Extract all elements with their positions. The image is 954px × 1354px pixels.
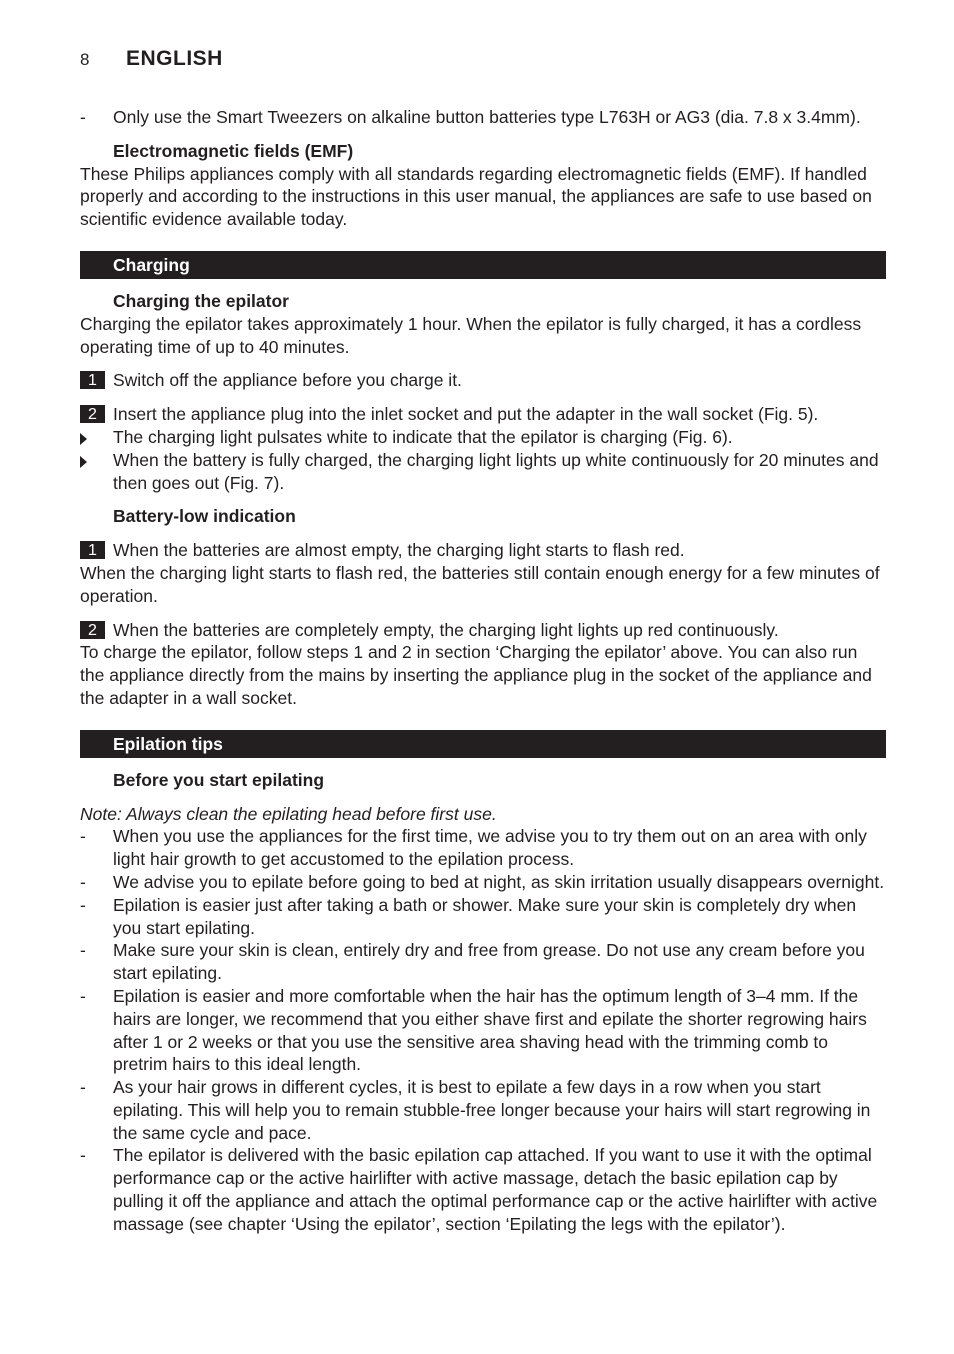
list-item-text: When you use the appliances for the first time, we advise you to try them out on an area with only light hair growth to get accustomed to the epilation process.: [113, 826, 867, 870]
charging-epilator-text: Charging the epilator takes approximately 1 hour. When the epilator is fully charged, it has a cordless operating time of up to 40 minutes.: [80, 313, 862, 357]
list-item: [80, 106, 886, 129]
step-text: When the batteries are almost empty, the charging light starts to flash red.: [113, 540, 685, 561]
page-number: 8: [80, 50, 90, 69]
dash-bullet: -: [80, 894, 86, 915]
emf-text: These Philips appliances comply with all standards regarding electromagnetic fields (EMF). If handled properly and according to the instructions in this user manual, the appliances are safe to use based on scientific evidence available today.: [80, 163, 872, 230]
step-item: [80, 403, 886, 426]
dash-bullet: -: [80, 871, 86, 892]
battery-empty-text: To charge the epilator, follow steps 1 and 2 in section ‘Charging the epilator’ above. You can also run the appliance directly from the mains by inserting the appliance plug in the socket of the appliance and the adapter in a wall socket.: [80, 642, 872, 708]
dash-bullet: -: [80, 107, 86, 127]
dash-bullet: -: [80, 985, 86, 1006]
battery-low-heading: Battery-low indication: [113, 506, 296, 527]
step-text: When the batteries are completely empty, the charging light lights up red continuously.: [113, 619, 779, 640]
step-number-badge: 1: [80, 371, 105, 389]
dash-bullet: -: [80, 1077, 86, 1098]
battery-low-text: When the charging light starts to flash red, the batteries still contain enough energy for a few minutes of operation.: [80, 562, 880, 606]
step-text: Insert the appliance plug into the inlet socket and put the adapter in the wall socket (Fig. 5).: [113, 404, 819, 425]
list-item-text: Only use the Smart Tweezers on alkaline button batteries type L763H or AG3 (dia. 7.8 x 3.4mm).: [113, 107, 861, 127]
step-text: Switch off the appliance before you charge it.: [113, 370, 462, 391]
triangle-bullet-icon: [80, 433, 87, 445]
step-item: [80, 369, 886, 392]
list-item: [80, 939, 886, 985]
list-item-text: Make sure your skin is clean, entirely dry and free from grease. Do not use any cream before you start epilating.: [113, 940, 865, 984]
step-number-badge: 2: [80, 621, 105, 639]
section-bar-epilation-tips: Epilation tips: [80, 730, 886, 758]
dash-bullet: -: [80, 940, 86, 961]
list-item: [80, 825, 886, 871]
list-item-text: As your hair grows in different cycles, it is best to epilate a few days in a row when you start epilating. This will help you to remain stubble-free longer because your hairs will start regrowing in the same cycle and pace.: [113, 1077, 871, 1143]
list-item: [80, 894, 886, 940]
page-content: [80, 106, 886, 1236]
list-item: [80, 985, 886, 1076]
emf-heading: Electromagnetic fields (EMF): [113, 140, 354, 161]
page-header: [80, 47, 223, 75]
triangle-bullet-icon: [80, 456, 87, 468]
step-number-badge: 2: [80, 405, 105, 423]
list-item: [80, 1144, 886, 1235]
list-item-text: The epilator is delivered with the basic epilation cap attached. If you want to use it with the optimal performance cap or the active hairlifter with active massage, detach the basic epilation cap by pulling it off the appliance and attach the optimal performance cap or the active hairlifter with active massage (see chapter ‘Using the epilator’, section ‘Epilating the legs with the epilator’).: [113, 1145, 878, 1234]
list-item: [80, 1076, 886, 1144]
result-item: [80, 426, 886, 449]
list-item-text: We advise you to epilate before going to bed at night, as skin irritation usually disappears overnight.: [113, 871, 885, 892]
language-label: ENGLISH: [126, 47, 223, 70]
result-item: [80, 449, 886, 495]
list-item: [80, 871, 886, 894]
step-item: [80, 619, 886, 642]
before-epilating-heading: Before you start epilating: [113, 769, 325, 790]
result-text: The charging light pulsates white to indicate that the epilator is charging (Fig. 6).: [113, 426, 733, 447]
charging-epilator-heading: Charging the epilator: [113, 290, 289, 311]
list-item-text: Epilation is easier and more comfortable when the hair has the optimum length of 3–4 mm. If the hairs are longer, we recommend that you either shave first and epilate the shorter regrowing hairs after 1 or 2 weeks or that you use the sensitive area shaving head with the trimming comb to pretrim hairs to this ideal length.: [113, 985, 867, 1075]
list-item-text: Epilation is easier just after taking a bath or shower. Make sure your skin is completely dry when you start epilating.: [113, 894, 857, 938]
dash-bullet: -: [80, 1145, 86, 1166]
step-item: [80, 539, 886, 562]
section-bar-charging: Charging: [80, 251, 886, 279]
note-text: Note: Always clean the epilating head before first use.: [80, 803, 497, 824]
step-number-badge: 1: [80, 541, 105, 559]
dash-bullet: -: [80, 826, 86, 847]
result-text: When the battery is fully charged, the charging light lights up white continuously for 20 minutes and then goes out (Fig. 7).: [113, 449, 879, 493]
